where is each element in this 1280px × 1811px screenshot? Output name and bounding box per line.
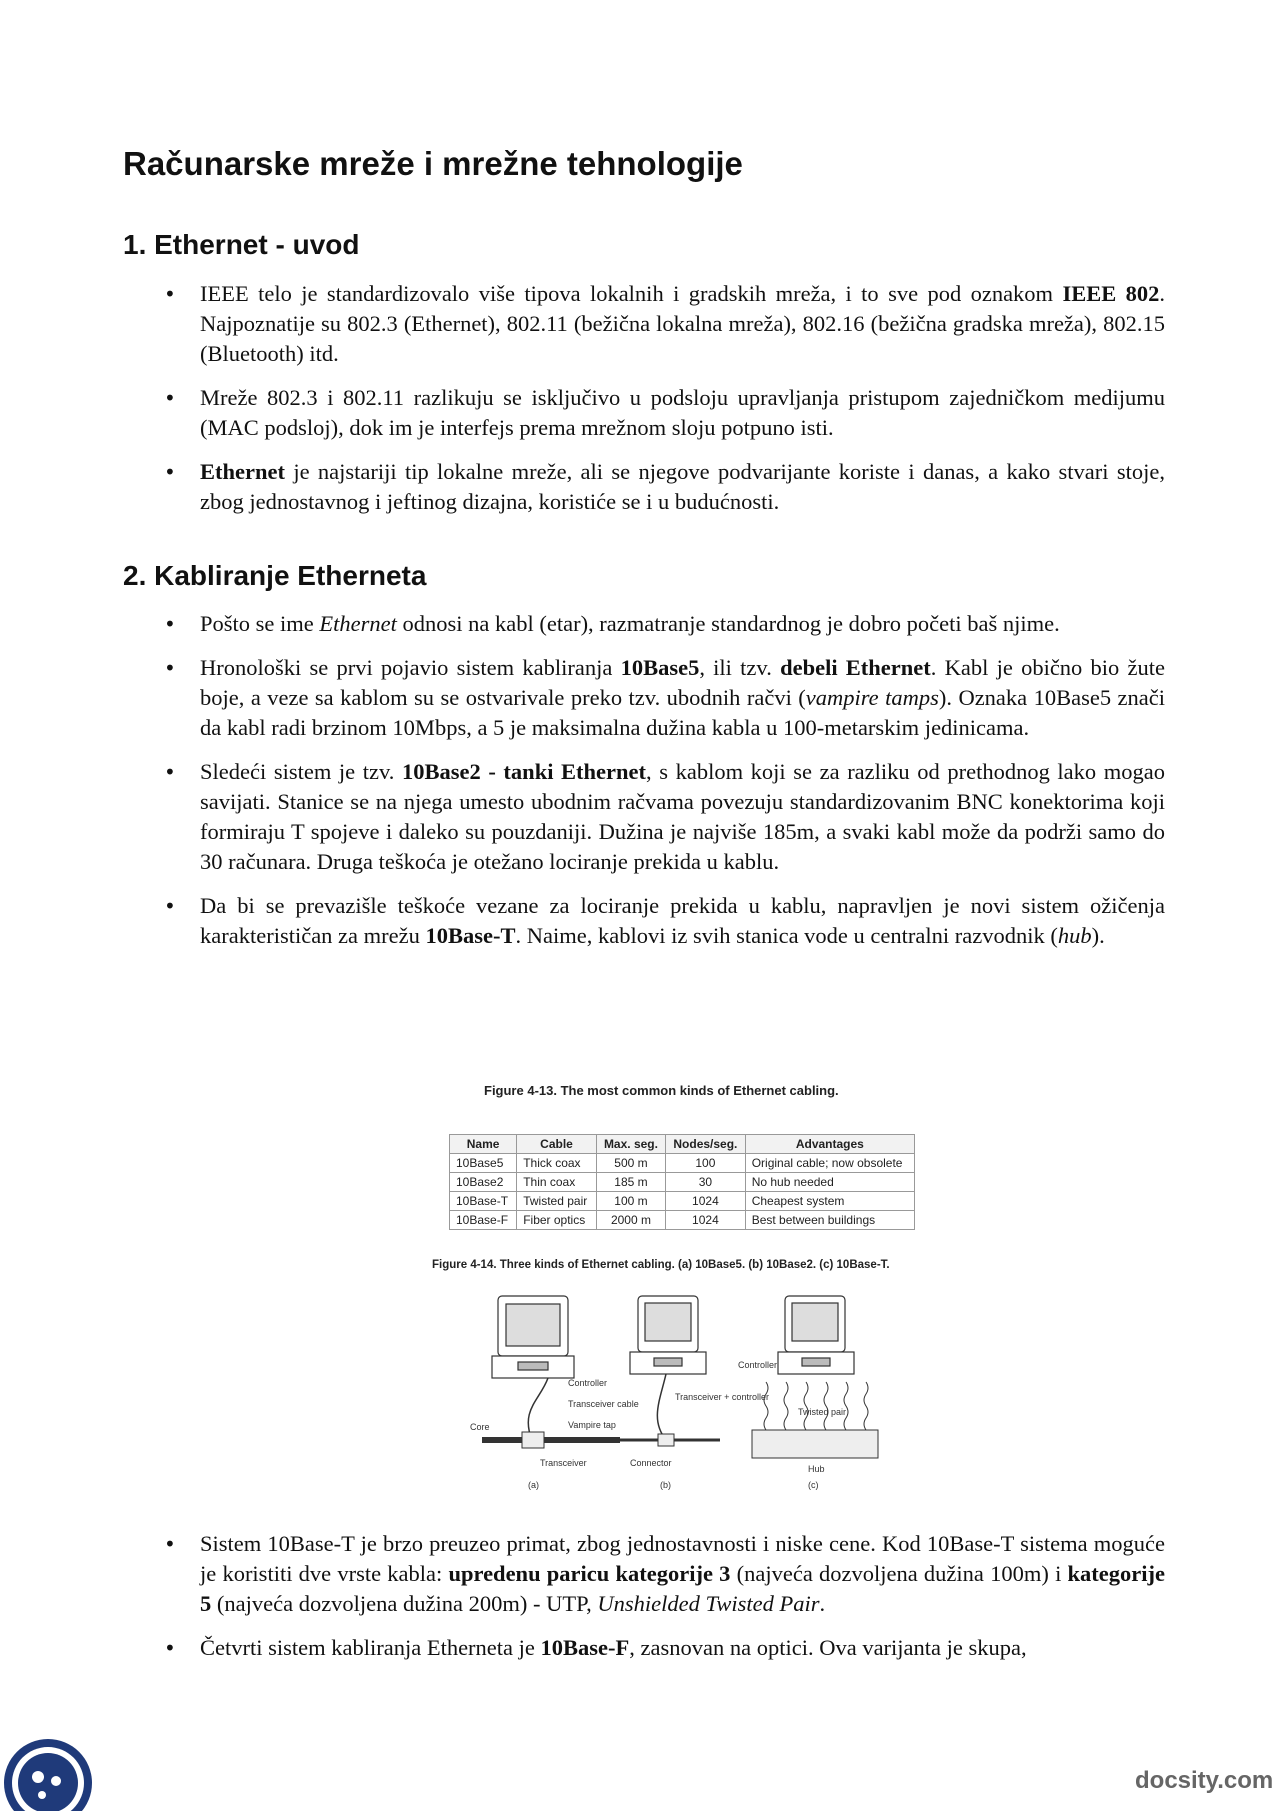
table-cell: Thick coax xyxy=(517,1154,597,1173)
docsity-logo-icon xyxy=(2,1737,94,1811)
bullet-list-section2 xyxy=(200,609,1165,951)
table-row xyxy=(450,1211,915,1230)
docsity-brand: docsity.com xyxy=(1135,1767,1274,1794)
table-cell: 1024 xyxy=(666,1211,746,1230)
label-transceiver-controller: Transceiver + controller xyxy=(675,1392,769,1402)
figure-13-caption: Figure 4-13. The most common kinds of Ethernet cabling. xyxy=(484,1083,839,1098)
list-item: • Četvrti sistem kabliranja Etherneta je 10Base-F, zasnovan na optici. Ova varijanta je skupa, xyxy=(200,1633,1165,1663)
list-item: • Hronološki se prvi pojavio sistem kabliranja 10Base5, ili tzv. debeli Ethernet. Kabl je obično bio žute boje, a veze sa kablom su se ostvarivale preko tzv. ubodnih račvi (vampire tamps). Oznaka 10Base5 znači da kabl radi brzinom 10Mbps, a 5 je maksimalna dužina kabla u 100-metarskim jedinicama. xyxy=(200,653,1165,743)
label-transceiver-cable: Transceiver cable xyxy=(568,1399,639,1409)
twisted-pair-cables xyxy=(764,1382,868,1430)
table-row xyxy=(450,1154,915,1173)
ethernet-cabling-diagram xyxy=(470,1290,910,1500)
table-cell: Thin coax xyxy=(517,1173,597,1192)
list-item: • Sistem 10Base-T je brzo preuzeo primat, zbog jednostavnosti i niske cene. Kod 10Base-T sistema moguće je koristiti dve vrste kabla: upredenu paricu kategorije 3 (najveća dozvoljena dužina 100m) i kategorije 5 (najveća dozvoljena dužina 200m) - UTP, Unshielded Twisted Pair. xyxy=(200,1529,1165,1619)
table-header: Nodes/seg. xyxy=(666,1135,746,1154)
table-cell: Best between buildings xyxy=(745,1211,914,1230)
table-cell: Twisted pair xyxy=(517,1192,597,1211)
thin-coax-drop xyxy=(657,1374,666,1440)
table-header: Name xyxy=(450,1135,517,1154)
table-row xyxy=(450,1173,915,1192)
page-title: Računarske mreže i mrežne tehnologije xyxy=(123,145,743,182)
table-cell: 30 xyxy=(666,1173,746,1192)
bnc-connector xyxy=(658,1434,674,1446)
bullet-list-section1 xyxy=(200,279,1165,517)
table-cell: 1024 xyxy=(666,1192,746,1211)
table-cell: 10Base-F xyxy=(450,1211,517,1230)
list-item: • Ethernet je najstariji tip lokalne mreže, ali se njegove podvarijante koriste i danas, a kako stvari stoje, zbog jednostavnog i jeftinog dizajna, koristiće se i u budućnosti. xyxy=(200,457,1165,517)
bullet-list-section2-cont xyxy=(200,1529,1165,1663)
section-heading-ethernet-uvod: 1. Ethernet - uvod xyxy=(123,229,360,260)
hub-box xyxy=(752,1430,878,1458)
figure-14-caption: Figure 4-14. Three kinds of Ethernet cabling. (a) 10Base5. (b) 10Base2. (c) 10Base-T. xyxy=(432,1259,890,1271)
table-cell: 185 m xyxy=(596,1173,665,1192)
transceiver-cable-line xyxy=(528,1378,548,1440)
table-cell: Cheapest system xyxy=(745,1192,914,1211)
transceiver-box xyxy=(522,1432,544,1448)
table-cell: 10Base5 xyxy=(450,1154,517,1173)
computer-icon xyxy=(630,1296,706,1374)
table-cell: 2000 m xyxy=(596,1211,665,1230)
table-cell: No hub needed xyxy=(745,1173,914,1192)
list-item: • IEEE telo je standardizovalo više tipova lokalnih i gradskih mreža, i to sve pod oznakom IEEE 802. Najpoznatije su 802.3 (Ethernet), 802.11 (bežična lokalna mreža), 802.16 (bežična gradska mreža), 802.15 (Bluetooth) itd. xyxy=(200,279,1165,369)
label-b: (b) xyxy=(660,1480,671,1490)
table-cell: 100 xyxy=(666,1154,746,1173)
table-cell: Original cable; now obsolete xyxy=(745,1154,914,1173)
table-row xyxy=(450,1192,915,1211)
label-c: (c) xyxy=(808,1480,819,1490)
computer-icon xyxy=(778,1296,854,1374)
table-header: Max. seg. xyxy=(596,1135,665,1154)
label-twisted-pair: Twisted pair xyxy=(798,1407,847,1417)
label-hub: Hub xyxy=(808,1464,825,1474)
label-controller-c: Controller xyxy=(738,1360,778,1370)
table-cell: 10Base2 xyxy=(450,1173,517,1192)
label-transceiver: Transceiver xyxy=(540,1458,587,1468)
label-controller-a: Controller xyxy=(568,1378,608,1388)
table-header: Cable xyxy=(517,1135,597,1154)
label-vampire-tap: Vampire tap xyxy=(568,1420,616,1430)
table-header-row xyxy=(450,1135,915,1154)
section-heading-kabliranje: 2. Kabliranje Etherneta xyxy=(123,560,427,591)
computer-icon xyxy=(492,1296,574,1378)
label-core: Core xyxy=(470,1422,490,1432)
table-cell: 500 m xyxy=(596,1154,665,1173)
label-connector: Connector xyxy=(630,1458,672,1468)
table-header: Advantages xyxy=(745,1135,914,1154)
table-cell: Fiber optics xyxy=(517,1211,597,1230)
ethernet-cabling-table xyxy=(449,1134,915,1230)
table-cell: 10Base-T xyxy=(450,1192,517,1211)
table-cell: 100 m xyxy=(596,1192,665,1211)
list-item: • Da bi se prevazišle teškoće vezane za lociranje prekida u kablu, napravljen je novi sistem ožičenja karakterističan za mrežu 10Base-T. Naime, kablovi iz svih stanica vode u centralni razvodnik (hub). xyxy=(200,891,1165,951)
list-item: • Pošto se ime Ethernet odnosi na kabl (etar), razmatranje standardnog je dobro početi baš njime. xyxy=(200,609,1165,639)
list-item: • Mreže 802.3 i 802.11 razlikuju se isključivo u podsloju upravljanja pristupom zajedničkom medijumu (MAC podsloj), dok im je interfejs prema mrežnom sloju potpuno isti. xyxy=(200,383,1165,443)
label-a: (a) xyxy=(528,1480,539,1490)
list-item: • Sledeći sistem je tzv. 10Base2 - tanki Ethernet, s kablom koji se za razliku od prethodnog lako mogao savijati. Stanice se na njega umesto ubodnim račvama povezuju standardizovanim BNC konektorima koji formiraju T spojeve i daleko su pouzdaniji. Dužina je najviše 185m, a svaki kabl može da podrži samo do 30 računara. Druga teškoća je otežano lociranje prekida u kablu. xyxy=(200,757,1165,877)
